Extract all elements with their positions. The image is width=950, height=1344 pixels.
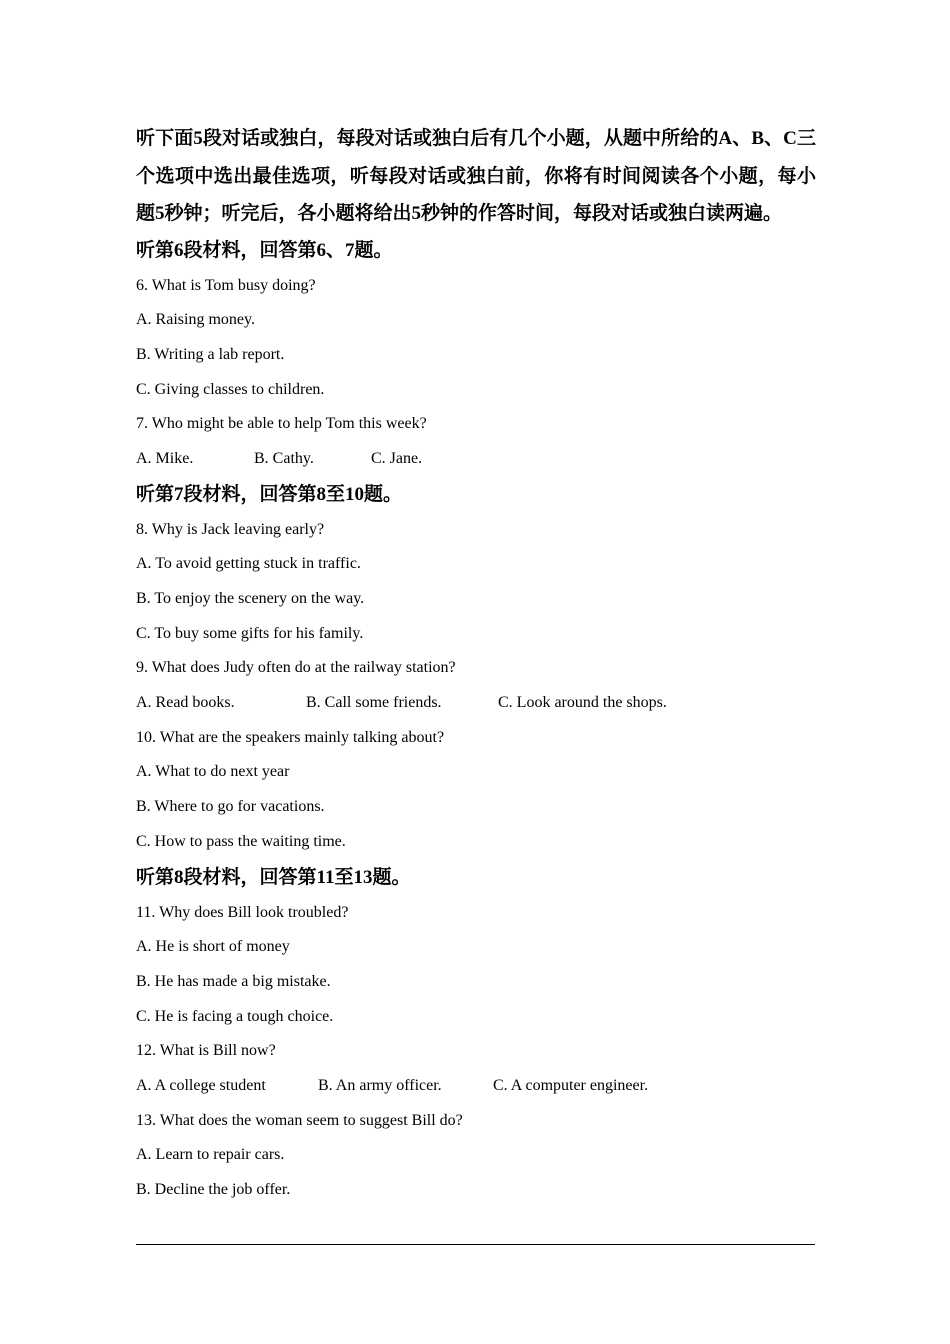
- question-9-options: [136, 686, 816, 721]
- question-12: 12. What is Bill now?: [136, 1042, 276, 1060]
- question-9-option-c: C. Look around the shops.: [498, 694, 667, 712]
- question-12-options: [136, 1069, 816, 1104]
- question-8-option-a: A. To avoid getting stuck in traffic.: [136, 555, 361, 573]
- question-13-option-a: A. Learn to repair cars.: [136, 1146, 285, 1164]
- question-7-option-c: C. Jane.: [371, 449, 423, 467]
- question-9: 9. What does Judy often do at the railway station?: [136, 659, 456, 677]
- question-12-option-c: C. A computer engineer.: [493, 1076, 649, 1094]
- question-8: 8. Why is Jack leaving early?: [136, 520, 325, 538]
- question-9-option-b: B. Call some friends.: [306, 694, 442, 712]
- question-8-option-c: C. To buy some gifts for his family.: [136, 624, 364, 642]
- question-6-option-b: B. Writing a lab report.: [136, 345, 285, 363]
- question-11: 11. Why does Bill look troubled?: [136, 903, 349, 921]
- question-11-option-c: C. He is facing a tough choice.: [136, 1007, 334, 1025]
- question-6: 6. What is Tom busy doing?: [136, 276, 316, 294]
- question-13-option-b: B. Decline the job offer.: [136, 1181, 291, 1198]
- question-12-option-a: A. A college student: [136, 1076, 266, 1094]
- question-7: 7. Who might be able to help Tom this week?: [136, 415, 427, 433]
- question-10-option-b: B. Where to go for vacations.: [136, 798, 325, 816]
- section-instructions: 听下面5段对话或独白，每段对话或独白后有几个小题，从题中所给的A、B、C三个选项中选出最佳选项，听每段对话或独白前，你将有时间阅读各个小题，每小题5秒钟；听完后，各小题将给出5秒钟的作答时间，每段对话或独白读两遍。: [136, 128, 816, 224]
- question-11-option-a: A. He is short of money: [136, 938, 290, 956]
- question-7-options: [136, 442, 816, 477]
- question-9-option-a: A. Read books.: [136, 694, 235, 712]
- question-10: 10. What are the speakers mainly talking about?: [136, 728, 445, 746]
- question-7-option-b: B. Cathy.: [254, 449, 314, 467]
- question-10-option-c: C. How to pass the waiting time.: [136, 832, 346, 850]
- passage-6-heading: 听第6段材料，回答第6、7题。: [136, 239, 393, 261]
- question-11-option-b: B. He has made a big mistake.: [136, 972, 331, 990]
- question-6-option-c: C. Giving classes to children.: [136, 380, 325, 398]
- question-8-option-b: B. To enjoy the scenery on the way.: [136, 590, 365, 607]
- question-7-option-a: A. Mike.: [136, 449, 194, 467]
- listening-section: [136, 120, 816, 1208]
- passage-8-heading: 听第8段材料，回答第11至13题。: [136, 866, 411, 888]
- passage-7-heading: 听第7段材料，回答第8至10题。: [136, 483, 403, 505]
- question-13: 13. What does the woman seem to suggest Bill do?: [136, 1111, 463, 1129]
- page-footer-divider: [136, 1244, 815, 1245]
- question-10-option-a: A. What to do next year: [136, 763, 290, 781]
- question-6-option-a: A. Raising money.: [136, 311, 255, 329]
- question-12-option-b: B. An army officer.: [318, 1076, 442, 1094]
